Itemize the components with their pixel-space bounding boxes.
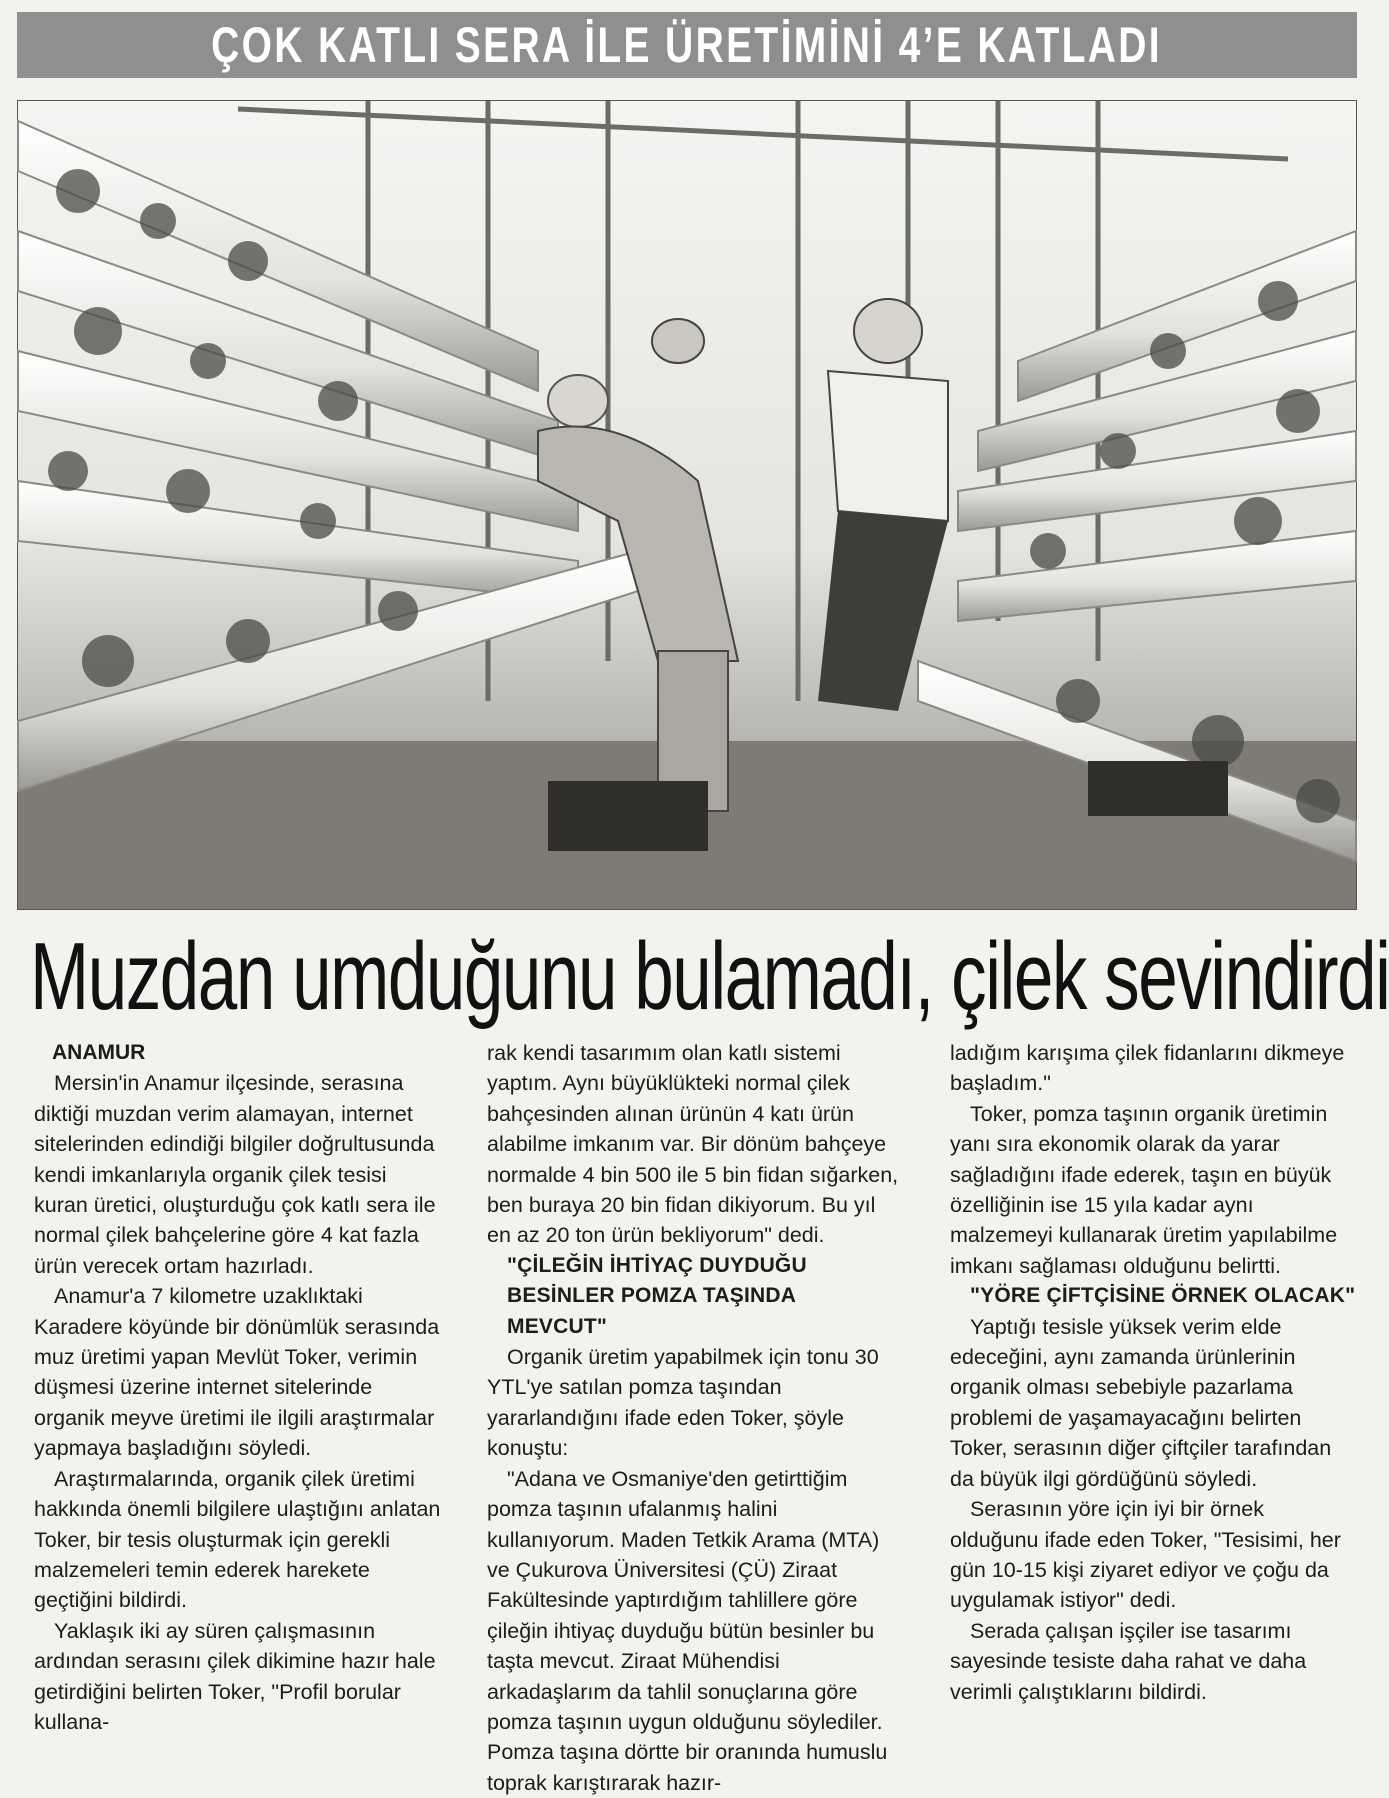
paragraph: Serada çalışan işçiler ise tasarımı sayesinde tesiste daha rahat ve daha verimli çalıştıklarını bildirdi. xyxy=(950,1618,1307,1704)
dateline: ANAMUR xyxy=(52,1041,146,1064)
kicker-text: ÇOK KATLI SERA İLE ÜRETİMİNİ 4’E KATLADI xyxy=(211,17,1163,73)
paragraph: Yaklaşık iki ay süren çalışmasının ardından serasını çilek dikimine hazır hale getirdiğini belirten Toker, "Profil borular kullana- xyxy=(34,1618,436,1734)
paragraph: Serasının yöre için iyi bir örnek olduğunu ifade eden Toker, "Tesisimi, her gün 10-15 kişi ziyaret ediyor ve çoğu da uygulamak istiyor" dedi. xyxy=(950,1497,1341,1613)
greenhouse-illustration xyxy=(18,101,1356,909)
greenhouse-photo xyxy=(17,100,1357,910)
paragraph: Yaptığı tesisle yüksek verim elde edeceğini, aynı zamanda ürünlerinin organik olması sebebiyle pazarlama problemi de yaşamayacağını belirten Toker, serasının diğer çiftçiler tarafından da büyük ilgi gördüğünü söyledi. xyxy=(950,1314,1332,1491)
paragraph: Organik üretim yapabilmek için tonu 30 YTL'ye satılan pomza taşından yararlandığını ifade eden Toker, şöyle konuştu: xyxy=(487,1345,879,1461)
headline-text: Muzdan umduğunu bulamadı, çilek sevindirdi xyxy=(30,923,1389,1030)
subheading: "ÇİLEĞİN İHTİYAÇ DUYDUĞU BESİNLER POMZA TAŞINDA MEVCUT" xyxy=(507,1253,807,1338)
article-column-3 xyxy=(950,1038,1356,1743)
article-column-2 xyxy=(487,1038,899,1795)
paragraph: Araştırmalarında, organik çilek üretimi hakkında önemli bilgilere ulaştığını anlatan Toker, bir tesis oluşturmak için gerekli malzemeleri temin ederek harekete geçtiğini bildirdi. xyxy=(34,1466,441,1613)
paragraph: Toker, pomza taşının organik üretimin yanı sıra ekonomik olarak da yarar sağladığını ifade ederek, taşın en büyük özelliğinin ise 15 yıla kadar aynı malzemeyi kullanarak üretim yapılabilme imkanı sağlaması olduğunu belirtti. xyxy=(950,1101,1338,1278)
paragraph: ladığım karışıma çilek fidanlarını dikmeye başladım." xyxy=(950,1041,1345,1096)
paragraph: Anamur'a 7 kilometre uzaklıktaki Karadere köyünde bir dönümlük serasında muz üretimi yapan Mevlüt Toker, verimin düşmesi üzerine internet sitelerinde organik meyve üretimi ile ilgili araştırmalar yapmaya başladığını söyledi. xyxy=(34,1284,440,1461)
paragraph: Mersin'in Anamur ilçesinde, serasına diktiği muzdan verim alamayan, internet sitelerinden edindiği bilgiler doğrultusunda kendi imkanlarıyla organik çilek tesisi kuran üretici, oluşturduğu çok katlı sera ile normal çilek bahçelerine göre 4 kat fazla ürün verecek ortam hazırladı. xyxy=(34,1071,436,1278)
headline xyxy=(30,923,1389,1035)
subheading: "YÖRE ÇİFTÇİSİNE ÖRNEK OLACAK" xyxy=(970,1284,1356,1308)
paragraph: "Adana ve Osmaniye'den getirttiğim pomza taşının ufalanmış halini kullanıyorum. Maden Tetkik Arama (MTA) ve Çukurova Üniversitesi (ÇÜ) Ziraat Fakültesinde yaptırdığım tahlillere göre çileğin ihtiyaç duyduğu bütün besinler bu taşta mevcut. Ziraat Mühendisi arkadaşlarım da tahlil sonuçlarına göre pomza taşının uygun olduğunu söylediler. Pomza taşına dörtte bir oranında humuslu toprak karıştırarak hazır- xyxy=(487,1466,888,1795)
kicker-banner xyxy=(17,12,1357,78)
article-column-1 xyxy=(34,1038,444,1743)
paragraph: rak kendi tasarımım olan katlı sistemi yaptım. Aynı büyüklükteki normal çilek bahçesinden alınan ürünün 4 katı ürün alabilme imkanım var. Bir dönüm bahçeye normalde 4 bin 500 ile 5 bin fidan sığarken, ben buraya 20 bin fidan dikiyorum. Bu yıl en az 20 ton ürün bekliyorum" dedi. xyxy=(487,1041,899,1248)
